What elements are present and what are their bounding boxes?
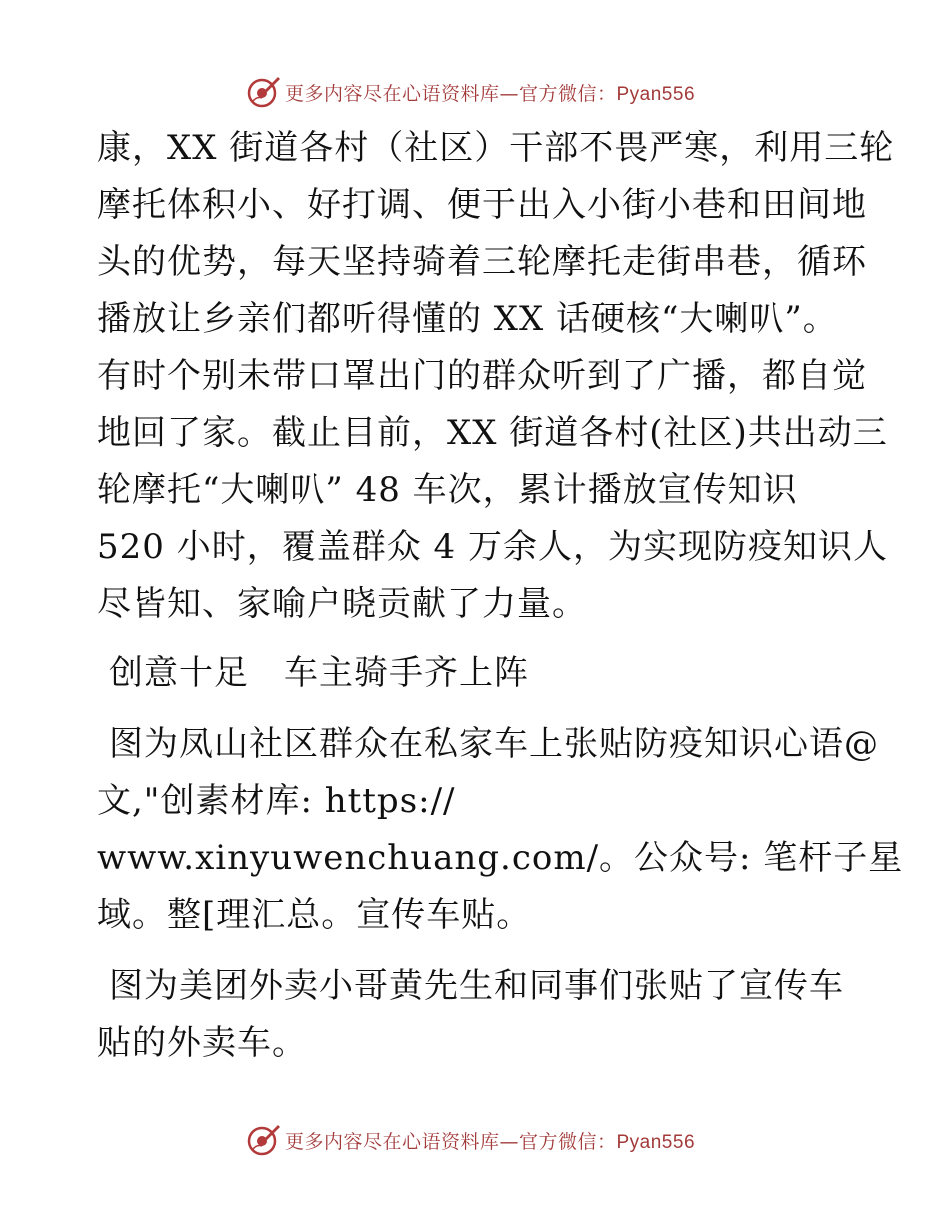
paragraph-1 [97, 120, 895, 633]
text-line: 520 小时，覆盖群众 4 万余人，为实现防疫知识人 [97, 527, 888, 567]
text-line: 尽皆知、家喻户晓贡献了力量。 [97, 584, 587, 624]
banner-text: 更多内容尽在心语资料库—官方微信：Pyan556 [284, 82, 696, 105]
text-line: 有时个别未带口罩出门的群众听到了广播，都自觉 [97, 356, 867, 396]
pen-logo-icon [245, 74, 281, 110]
text-line: 贴的外卖车。 [97, 1023, 307, 1063]
text-line: 轮摩托“大喇叭” 48 车次，累计播放宣传知识 [97, 470, 798, 510]
text-line: 摩托体积小、好打调、便于出入小街小巷和田间地 [97, 185, 867, 225]
text-line: 域。整[理汇总。宣传车贴。 [97, 895, 532, 935]
text-line: 文,"创素材库: https:// [97, 781, 456, 821]
text-line: 图为美团外卖小哥黄先生和同事们张贴了宣传车 [109, 966, 844, 1006]
banner-text: 更多内容尽在心语资料库—官方微信：Pyan556 [284, 1130, 696, 1153]
paragraph-3 [97, 958, 877, 1072]
text-line: www.xinyuwenchuang.com/。公众号: 笔杆子星 [97, 838, 904, 878]
paragraph-2 [97, 716, 904, 944]
footer-banner [0, 1118, 950, 1162]
text-line: 头的优势，每天坚持骑着三轮摩托走街串巷，循环 [97, 242, 867, 282]
text-line: 图为凤山社区群众在私家车上张贴防疫知识心语@ [109, 724, 879, 764]
text-line: 地回了家。截止目前，XX 街道各村(社区)共出动三 [97, 413, 888, 453]
header-banner [0, 70, 950, 114]
pen-logo-icon [245, 1122, 281, 1158]
section-heading: 创意十足 车主骑手齐上阵 [109, 653, 529, 693]
document-body [97, 120, 904, 1072]
text-line: 播放让乡亲们都听得懂的 XX 话硬核“大喇叭”。 [97, 299, 838, 339]
text-line: 康，XX 街道各村（社区）干部不畏严寒，利用三轮 [97, 128, 895, 168]
